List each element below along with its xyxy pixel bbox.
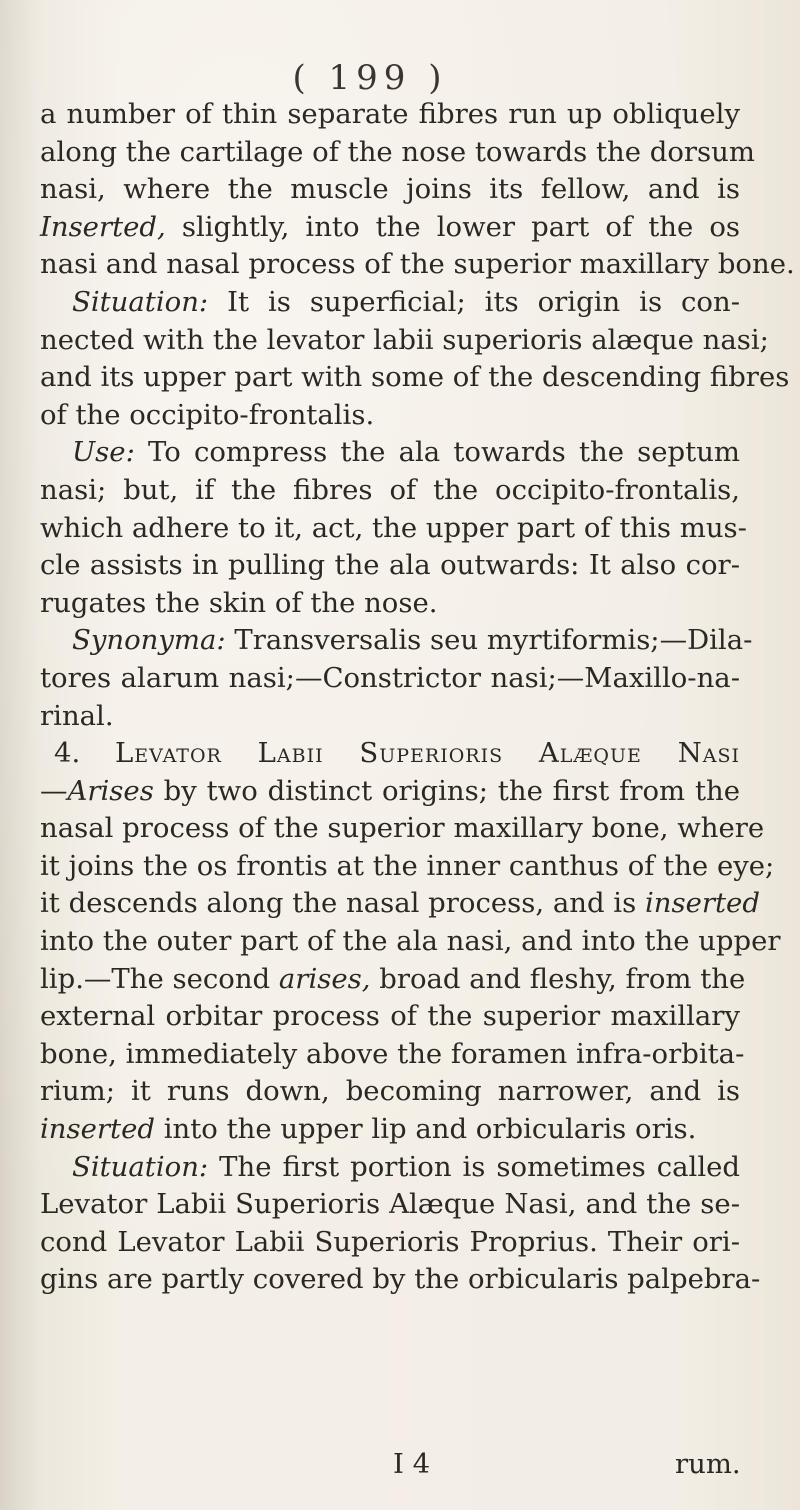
text-line-27: rium; it runs down, becoming narrower, and is bbox=[40, 1075, 740, 1108]
text-line-29: Situation: The first portion is sometimes called bbox=[72, 1150, 740, 1183]
text-line-23: into the outer part of the ala nasi, and into the upper bbox=[40, 925, 781, 958]
text-line-31: cond Levator Labii Superioris Proprius. Their ori- bbox=[40, 1225, 740, 1258]
synonyma-label: Synonyma: bbox=[72, 624, 226, 657]
body-text bbox=[40, 96, 795, 1299]
text-line-26: bone, immediately above the foramen infra-orbita- bbox=[40, 1037, 745, 1070]
text-line-25: external orbitar process of the superior maxillary bbox=[40, 1000, 740, 1033]
text-line-4: Inserted, slightly, into the lower part of the os bbox=[40, 210, 740, 243]
text-line-19: —Arises by two distinct origins; the first from the bbox=[40, 774, 740, 807]
inserted-label: Inserted, bbox=[40, 210, 166, 243]
inserted-label-3: inserted bbox=[40, 1113, 155, 1146]
catchword: rum. bbox=[675, 1448, 741, 1480]
text-line-12: which adhere to it, act, the upper part of this mus- bbox=[40, 511, 747, 544]
text-line-3: nasi, where the muscle joins its fellow, and is bbox=[40, 173, 740, 206]
signature-mark: I 4 bbox=[393, 1448, 431, 1480]
text-line-9: of the occipito-frontalis. bbox=[40, 398, 375, 431]
text-line-20: nasal process of the superior maxillary bone, where bbox=[40, 812, 765, 845]
text-line-24: lip.—The second arises, broad and fleshy, from the bbox=[40, 962, 746, 995]
text-line-21: it joins the os frontis at the inner canthus of the eye; bbox=[40, 849, 775, 882]
text-line-17: rinal. bbox=[40, 699, 114, 732]
text-line-28: inserted into the upper lip and orbicularis oris. bbox=[40, 1113, 697, 1146]
situation-label: Situation: bbox=[72, 285, 209, 318]
arises-label-2: arises, bbox=[278, 962, 371, 995]
text-line-32: gins are partly covered by the orbicularis palpebra- bbox=[40, 1263, 761, 1296]
text-line-1: a number of thin separate fibres run up obliquely bbox=[40, 98, 740, 130]
text-line-30: Levator Labii Superioris Alæque Nasi, and the se- bbox=[40, 1188, 740, 1221]
situation-label-2: Situation: bbox=[72, 1150, 209, 1183]
text-line-5: nasi and nasal process of the superior maxillary bone. bbox=[40, 248, 795, 281]
text-line-6: Situation: It is superficial; its origin is con- bbox=[72, 285, 740, 318]
text-line-2: along the cartilage of the nose towards the dorsum bbox=[40, 135, 755, 168]
text-line-10: Use: To compress the ala towards the septum bbox=[72, 436, 740, 469]
text-line-7: nected with the levator labii superioris alæque nasi; bbox=[40, 323, 769, 356]
text-line-14: rugates the skin of the nose. bbox=[40, 586, 438, 619]
text-line-16: tores alarum nasi;—Constrictor nasi;—Maxillo-na- bbox=[40, 661, 740, 694]
text-line-15: Synonyma: Transversalis seu myrtiformis;—Dila- bbox=[72, 624, 753, 657]
text-line-11: nasi; but, if the fibres of the occipito-frontalis, bbox=[40, 473, 740, 506]
arises-label: Arises bbox=[67, 774, 154, 807]
section-heading: Levator Labii Superioris Alæque Nasi bbox=[115, 737, 740, 770]
text-line-13: cle assists in pulling the ala outwards: It also cor- bbox=[40, 549, 740, 582]
page-number: ( 199 ) bbox=[292, 58, 448, 98]
section-number: 4. bbox=[54, 737, 116, 770]
inserted-label-2: inserted bbox=[644, 887, 760, 920]
use-label: Use: bbox=[72, 436, 135, 469]
text-line-22: it descends along the nasal process, and is inserted bbox=[40, 887, 760, 920]
text-line-8: and its upper part with some of the descending fibres bbox=[40, 361, 790, 394]
section-heading-line bbox=[40, 735, 740, 773]
